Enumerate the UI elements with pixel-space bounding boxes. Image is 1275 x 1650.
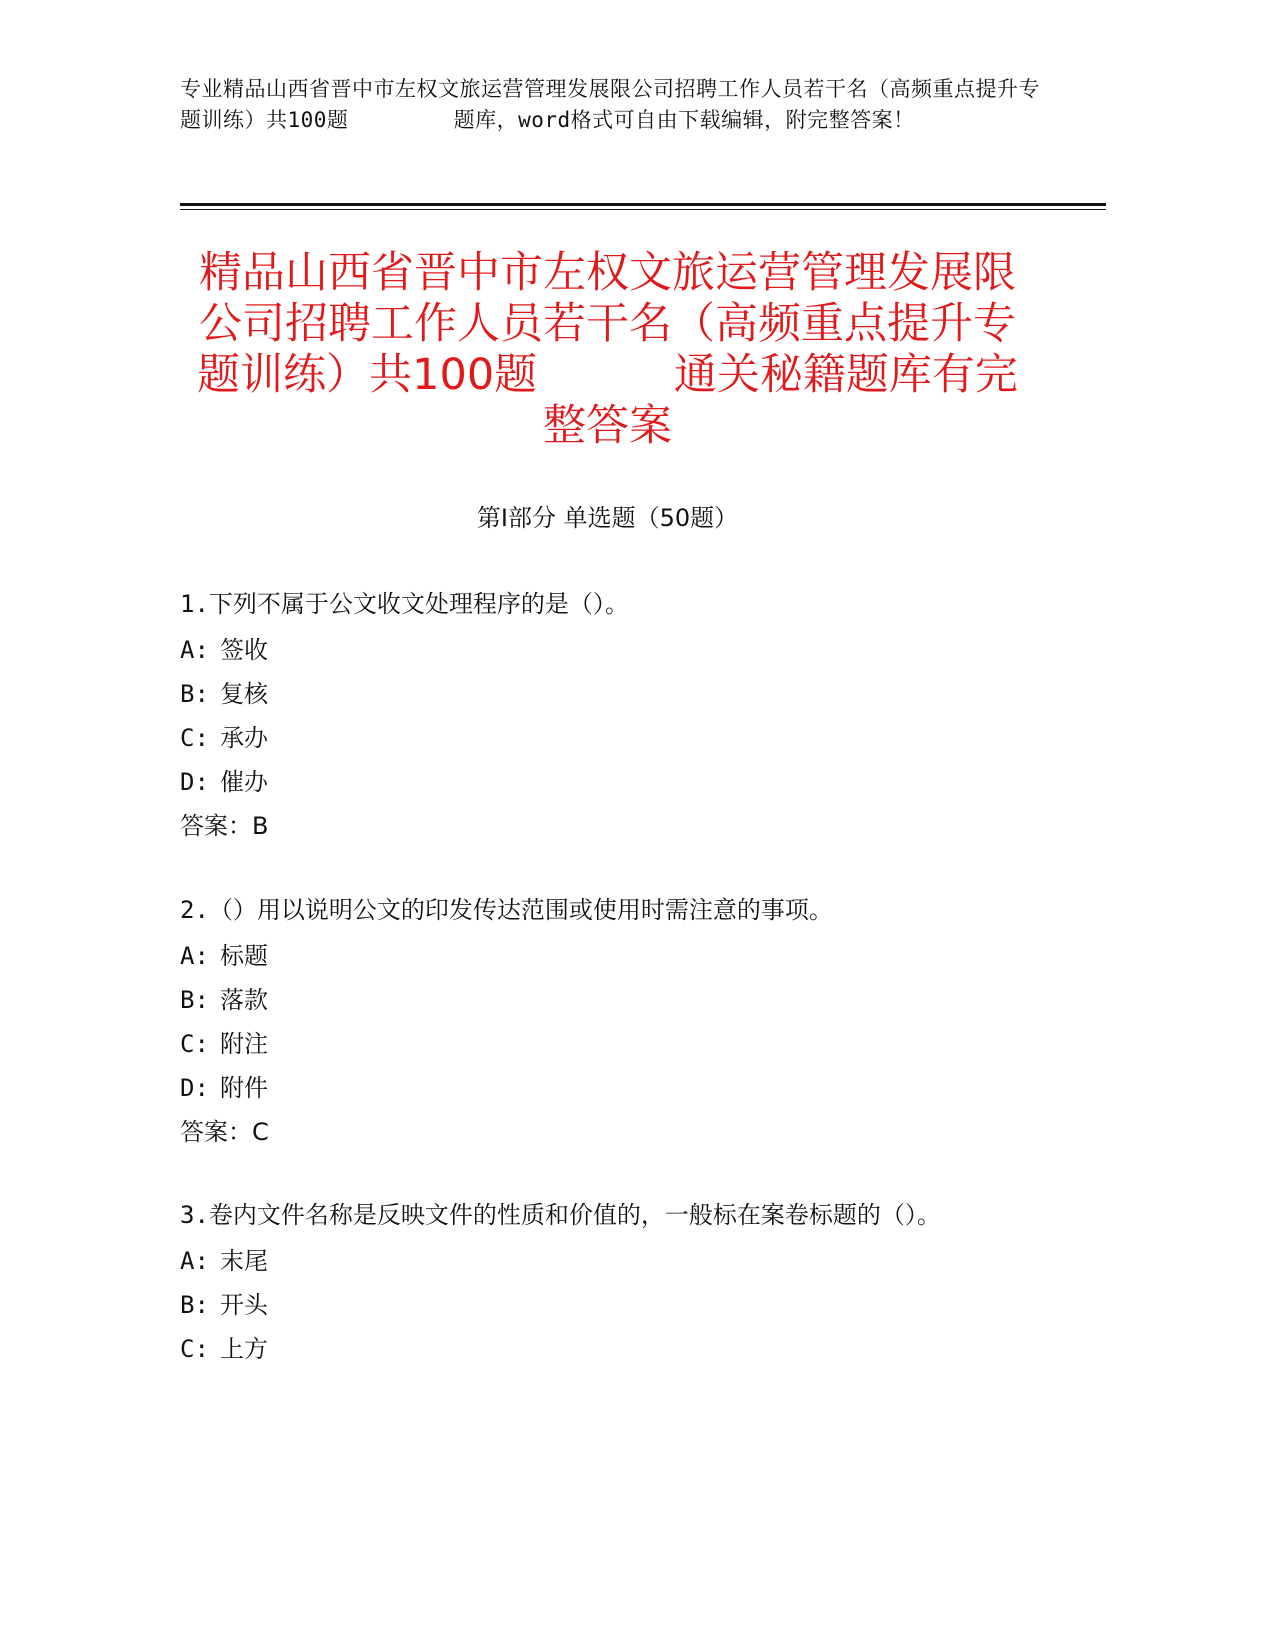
option-c xyxy=(180,1327,1040,1371)
option-a xyxy=(180,934,1040,978)
option-d xyxy=(180,1066,1040,1110)
option-key: C: xyxy=(180,1030,209,1058)
option-text: 上方 xyxy=(220,1335,268,1363)
question-stem: 3.卷内文件名称是反映文件的性质和价值的，一般标在案卷标题的（）。 xyxy=(180,1201,941,1229)
question-3 xyxy=(180,1195,1040,1371)
option-text: 附注 xyxy=(220,1030,268,1058)
option-text: 签收 xyxy=(220,636,268,664)
option-text: 复核 xyxy=(220,680,268,708)
option-key: B: xyxy=(180,1291,209,1319)
question-1 xyxy=(180,584,1040,848)
option-text: 开头 xyxy=(220,1291,268,1319)
option-a xyxy=(180,628,1040,672)
question-stem: 2.（）用以说明公文的印发传达范围或使用时需注意的事项。 xyxy=(180,896,833,924)
header-divider-thick xyxy=(180,203,1106,206)
option-text: 催办 xyxy=(220,768,268,796)
option-key: A: xyxy=(180,1247,209,1275)
option-text: 标题 xyxy=(220,942,268,970)
option-text: 末尾 xyxy=(220,1247,268,1275)
question-2 xyxy=(180,890,1040,1154)
answer-label: 答案：B xyxy=(180,812,269,840)
section-title: 第Ⅰ部分 单选题（50题） xyxy=(476,504,739,532)
document-title: 精品山西省晋中市左权文旅运营管理发展限公司招聘工作人员若干名（高频重点提升专题训练）共100题 通关秘籍题库有完整答案 xyxy=(197,248,1018,451)
option-d xyxy=(180,760,1040,804)
option-b xyxy=(180,1283,1040,1327)
option-text: 落款 xyxy=(220,986,268,1014)
document-header-text: 专业精品山西省晋中市左权文旅运营管理发展限公司招聘工作人员若干名（高频重点提升专题训练）共100题 题库，word格式可自由下载编辑，附完整答案！ xyxy=(180,77,1040,132)
option-c xyxy=(180,1022,1040,1066)
option-key: C: xyxy=(180,724,209,752)
option-a xyxy=(180,1239,1040,1283)
option-key: C: xyxy=(180,1335,209,1363)
answer-label: 答案：C xyxy=(180,1118,269,1146)
option-b xyxy=(180,672,1040,716)
option-b xyxy=(180,978,1040,1022)
question-stem: 1.下列不属于公文收文处理程序的是（）。 xyxy=(180,590,629,618)
option-key: B: xyxy=(180,680,209,708)
option-key: A: xyxy=(180,942,209,970)
option-key: D: xyxy=(180,768,209,796)
option-key: A: xyxy=(180,636,209,664)
option-key: D: xyxy=(180,1074,209,1102)
header-divider-thin xyxy=(180,209,1106,210)
option-c xyxy=(180,716,1040,760)
option-key: B: xyxy=(180,986,209,1014)
option-text: 附件 xyxy=(220,1074,268,1102)
option-text: 承办 xyxy=(220,724,268,752)
